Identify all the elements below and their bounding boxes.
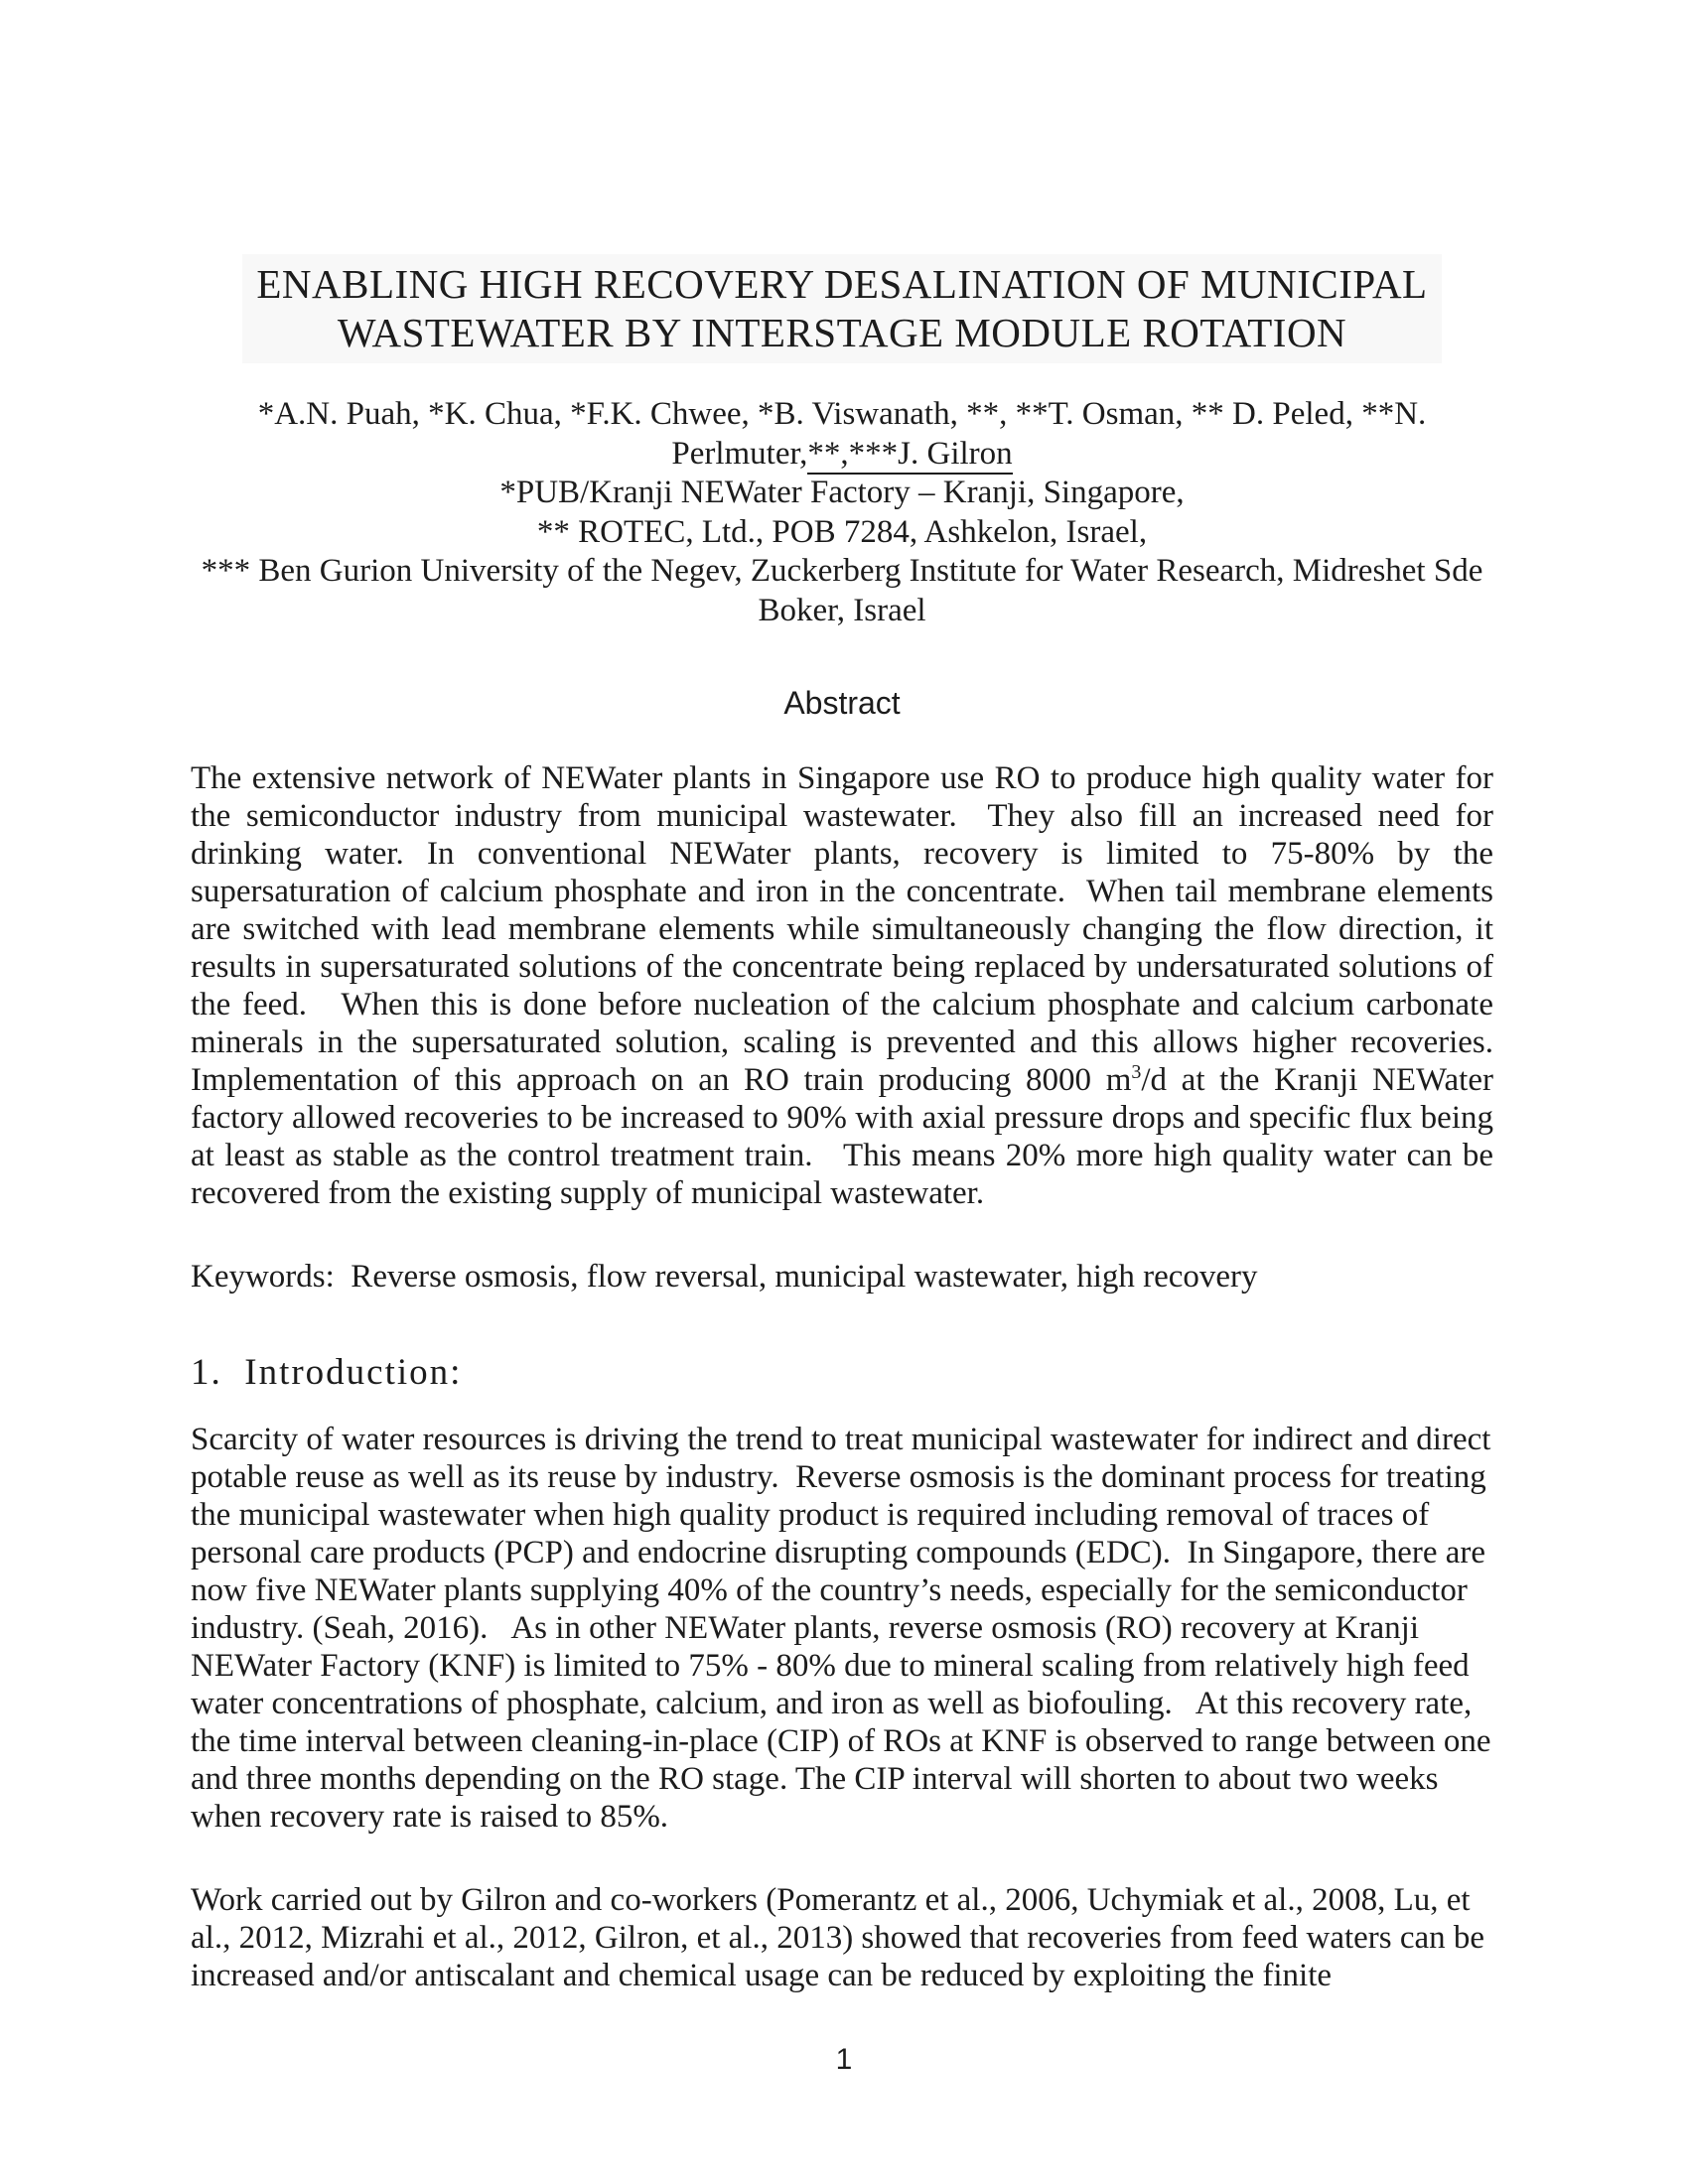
author-line-2 bbox=[191, 435, 1493, 475]
paper-title bbox=[242, 254, 1441, 363]
page-number: 1 bbox=[835, 2043, 853, 2076]
affiliation-ben-gurion: *** Ben Gurion University of the Negev, Zuckerberg Institute for Water Research, Midreshet Sde Boker, Israel bbox=[201, 553, 1483, 628]
cubic-meter-superscript: 3 bbox=[1131, 1061, 1142, 1083]
abstract-text-before-superscript: The extensive network of NEWater plants in Singapore use RO to produce high quality water for the semiconductor industry from municipal wastewater. They also fill an increased need for drinking water. In conventional NEWater plants, recovery is limited to 75-80% by the supersaturation of calcium phosphate and iron in the concentrate. When tail membrane elements are switched with lead membrane elements while simultaneously changing the flow direction, it results in supersaturated solutions of the concentrate being replaced by undersaturated solutions of the feed. When this is done before nucleation of the calcium phosphate and calcium carbonate minerals in the supersaturated solution, scaling is prevented and this allows higher recoveries. Implementation of this approach on an RO train producing 8000 m bbox=[191, 760, 1493, 1098]
abstract-text-after-superscript: /d at the Kranji NEWater factory allowed recoveries to be increased to 90% with axial pressure drops and specific flux being at least as stable as the control treatment train. This means 20% more high quality water can be recovered from the existing supply of municipal wastewater. bbox=[191, 1062, 1493, 1211]
introduction-heading: 1. Introduction: bbox=[191, 1352, 463, 1393]
byline-block bbox=[191, 395, 1493, 630]
affiliation-pub-kranji: *PUB/Kranji NEWater Factory – Kranji, Singapore, bbox=[499, 475, 1185, 510]
abstract-paragraph bbox=[191, 759, 1493, 1212]
paper-title-line2: WASTEWATER BY INTERSTAGE MODULE ROTATION bbox=[337, 310, 1347, 355]
affiliation-rotec: ** ROTEC, Ltd., POB 7284, Ashkelon, Israel, bbox=[536, 513, 1148, 550]
page-content bbox=[191, 0, 1493, 1994]
title-block bbox=[191, 254, 1493, 363]
author-gilron-underlined: **,***J. Gilron bbox=[807, 436, 1012, 475]
keywords-line: Keywords: Reverse osmosis, flow reversal, municipal wastewater, high recovery bbox=[191, 1259, 1258, 1295]
introduction-paragraph-2: Work carried out by Gilron and co-workers (Pomerantz et al., 2006, Uchymiak et al., 2008, Lu, et al., 2012, Mizrahi et al., 2012, Gilron, et al., 2013) showed that recoveries from feed waters can be increased and/or antiscalant and chemical usage can be reduced by exploiting the finite bbox=[191, 1882, 1485, 1993]
introduction-paragraph-1: Scarcity of water resources is driving the trend to treat municipal wastewater for indirect and direct potable reuse as well as its reuse by industry. Reverse osmosis is the dominant process for treating the municipal wastewater when high quality product is required including removal of traces of personal care products (PCP) and endocrine disrupting compounds (EDC). In Singapore, there are now five NEWater plants supplying 40% of the country’s needs, especially for the semiconductor industry. (Seah, 2016). As in other NEWater plants, reverse osmosis (RO) recovery at Kranji NEWater Factory (KNF) is limited to 75% - 80% due to mineral scaling from relatively high feed water concentrations of phosphate, calcium, and iron as well as biofouling. At this recovery rate, the time interval between cleaning-in-place (CIP) of ROs at KNF is observed to range between one and three months depending on the RO stage. The CIP interval will shorten to about two weeks when recovery rate is raised to 85%. bbox=[191, 1422, 1491, 1835]
author-line-1: *A.N. Puah, *K. Chua, *F.K. Chwee, *B. Viswanath, **, **T. Osman, ** D. Peled, **N. bbox=[257, 396, 1427, 432]
paper-title-line1: ENABLING HIGH RECOVERY DESALINATION OF MUNICIPAL bbox=[256, 261, 1428, 307]
abstract-heading: Abstract bbox=[783, 685, 901, 721]
author-line-2-prefix: Perlmuter, bbox=[671, 435, 808, 472]
